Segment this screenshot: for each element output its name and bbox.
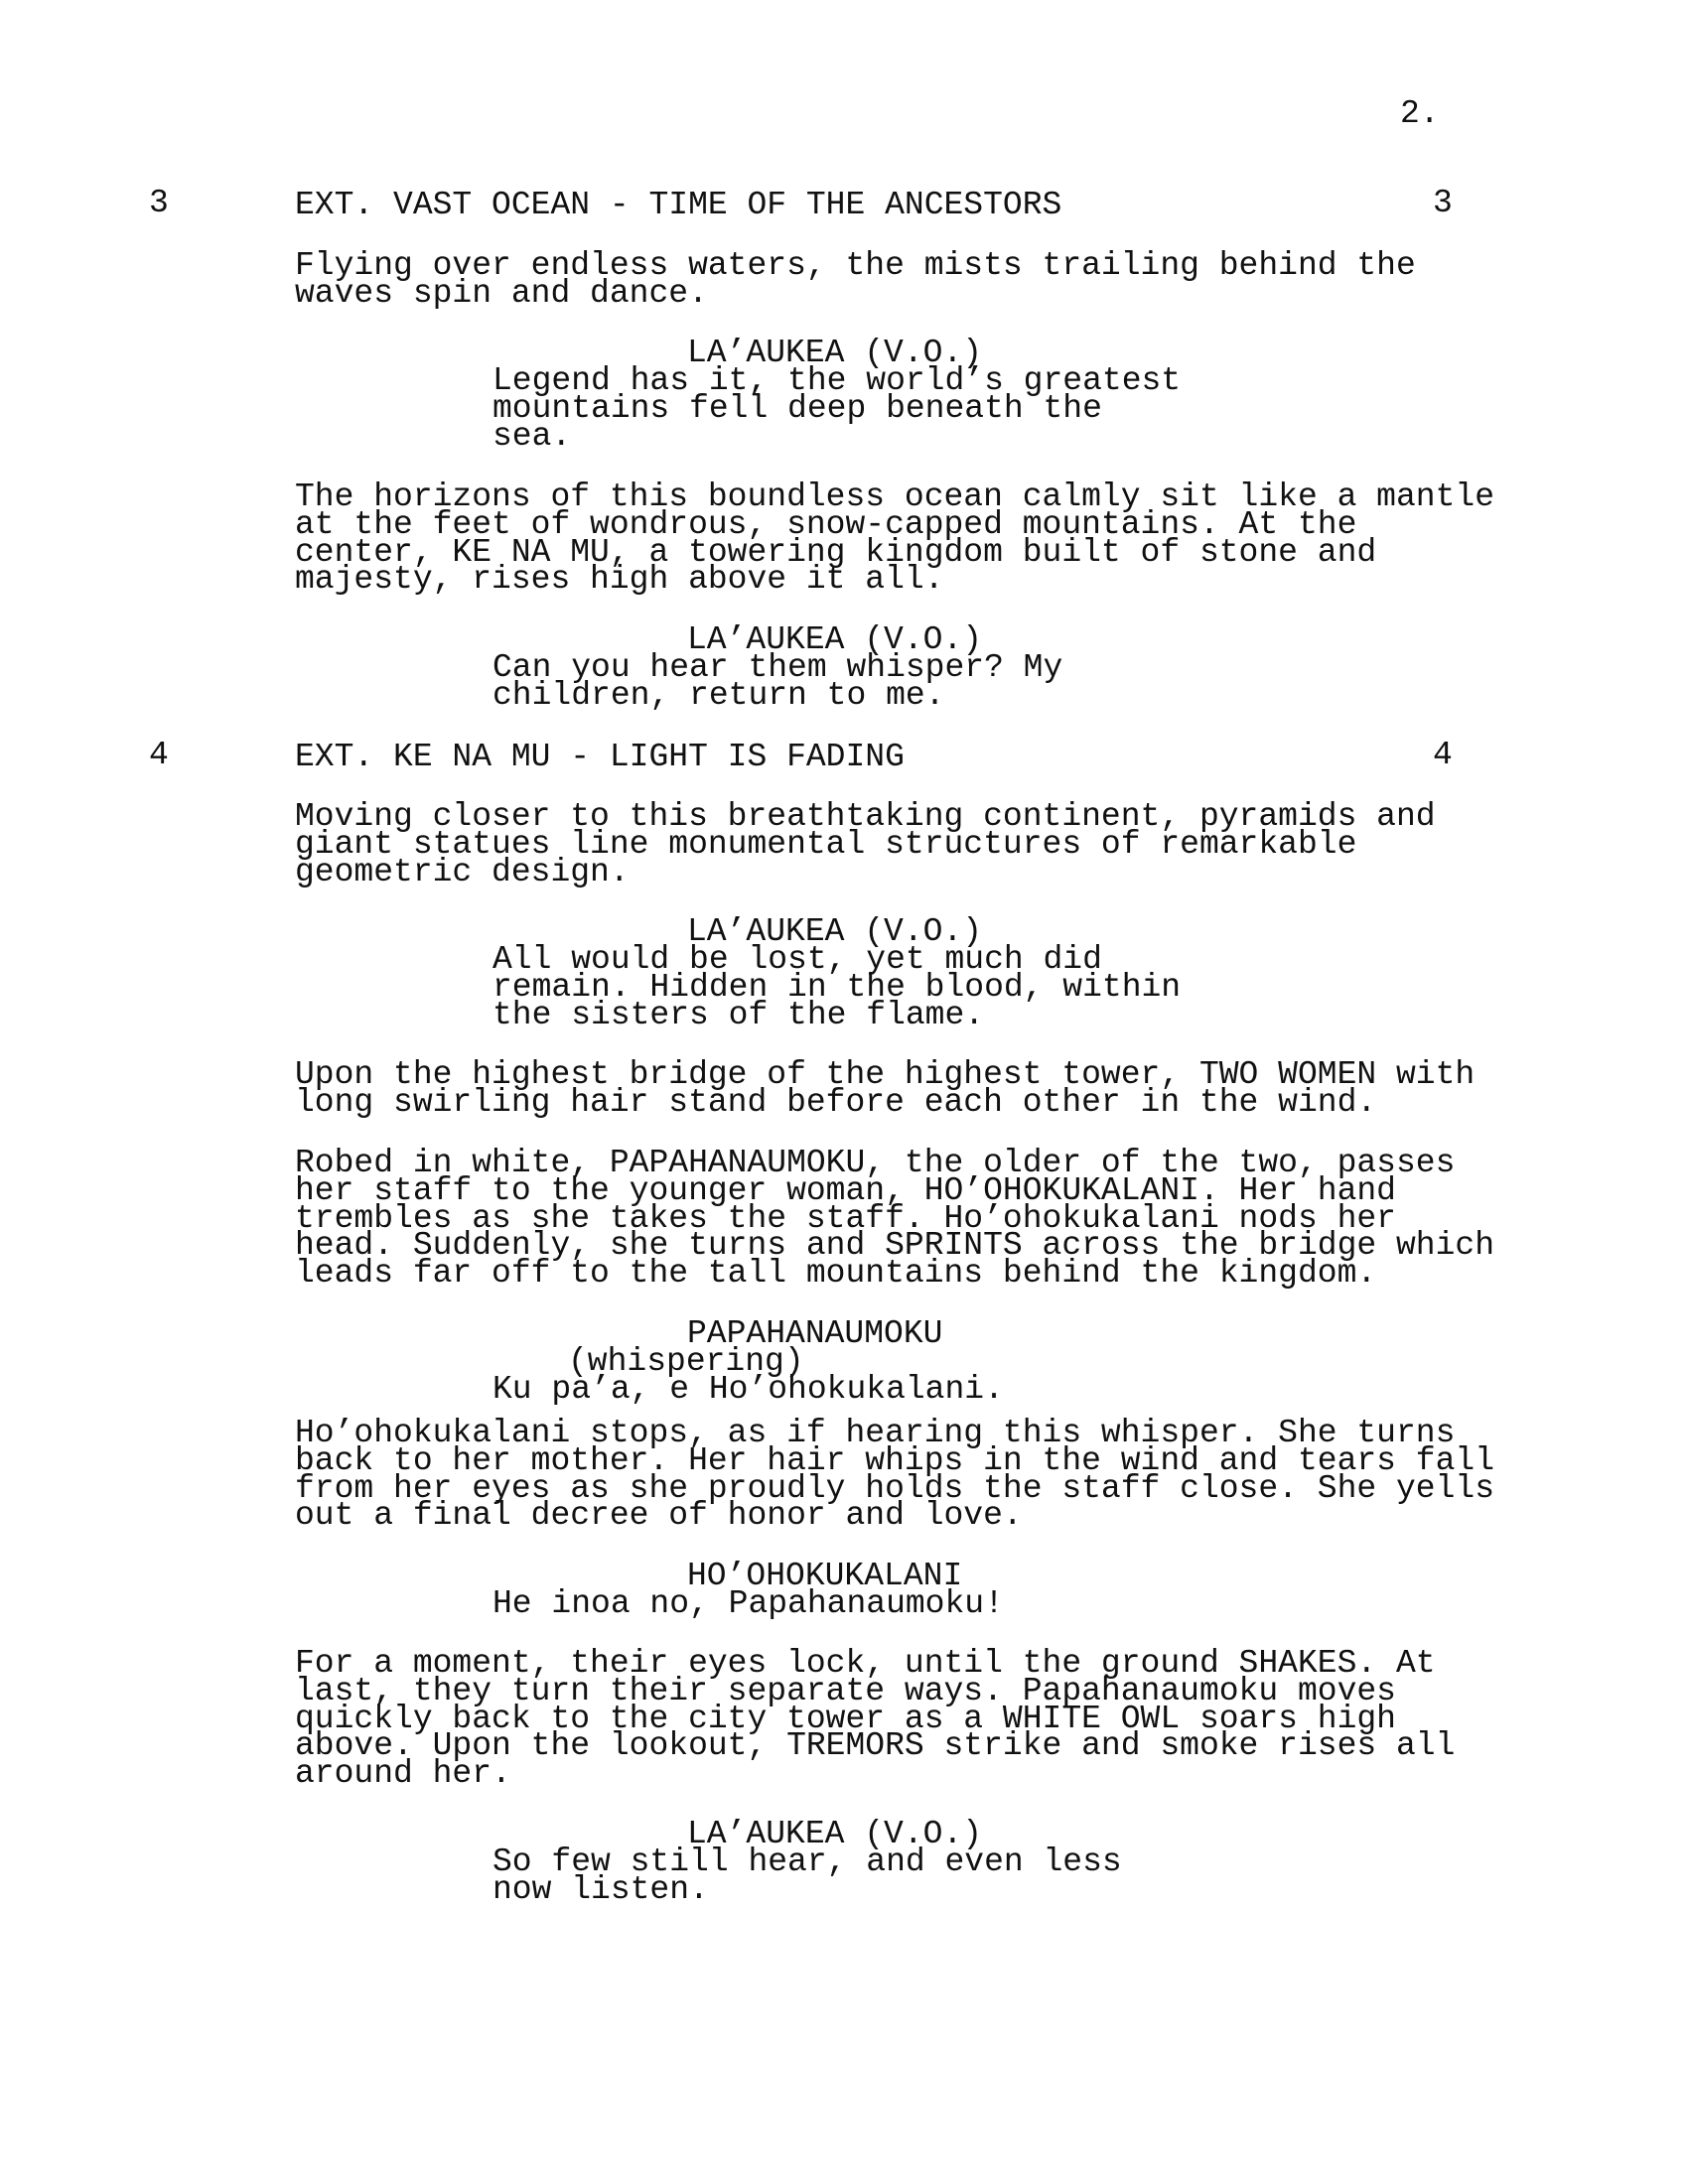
character-name: LA’AUKEA (V.O.) [687,1816,983,1852]
action-paragraph: Flying over endless waters, the mists trailing behind the waves spin and dance. [295,247,1416,312]
scene-heading: EXT. VAST OCEAN - TIME OF THE ANCESTORS [295,187,1062,223]
scene-number-right: 4 [1433,737,1453,773]
character-name: HO’OHOKUKALANI [687,1558,963,1594]
character-name: LA’AUKEA (V.O.) [687,621,983,658]
action-paragraph: Moving closer to this breathtaking continent, pyramids and giant statues line monumental structures of remarkable geometric design. [295,798,1436,890]
action-paragraph: Robed in white, PAPAHANAUMOKU, the older of the two, passes her staff to the younger woman, HO’OHOKUKALANI. Her hand trembles as she takes the staff. Ho’ohokukalani nods her head. Suddenly, she turns and SPRINTS across the bridge which leads far off to the tall mountains behind the kingdom. [295,1145,1494,1293]
dialogue-text: Can you hear them whisper? My children, return to me. [492,649,1063,714]
scene-number-left: 3 [149,185,169,221]
scene-number-left: 4 [149,737,169,773]
action-paragraph: Ho’ohokukalani stops, as if hearing this whisper. She turns back to her mother. Her hair whips in the wind and tears fall from her eyes as she proudly holds the staff close. She yells out a final decree of honor and love. [295,1415,1494,1535]
dialogue-text: All would be lost, yet much did remain. Hidden in the blood, within the sisters of the flame. [492,941,1182,1033]
dialogue-text: So few still hear, and even less now listen. [492,1843,1122,1908]
action-paragraph: The horizons of this boundless ocean calmly sit like a mantle at the feet of wondrous, snow-capped mountains. At the center, KE NA MU, a towering kingdom built of stone and majesty, rises high above it all. [295,478,1494,599]
scene-number-right: 3 [1433,185,1453,221]
parenthetical: (whispering) [568,1343,804,1380]
action-paragraph: Upon the highest bridge of the highest tower, TWO WOMEN with long swirling hair stand before each other in the wind. [295,1056,1476,1121]
character-name: PAPAHANAUMOKU [687,1315,943,1352]
character-name: LA’AUKEA (V.O.) [687,913,983,950]
scene-heading: EXT. KE NA MU - LIGHT IS FADING [295,739,905,775]
dialogue-text: Legend has it, the world’s greatest mountains fell deep beneath the sea. [492,362,1182,455]
dialogue-text: He inoa no, Papahanaumoku! [492,1585,1004,1622]
character-name: LA’AUKEA (V.O.) [687,335,983,371]
page-number: 2. [1400,95,1440,132]
dialogue-text: Ku pa’a, e Ho’ohokukalani. [492,1371,1004,1408]
action-paragraph: For a moment, their eyes lock, until the ground SHAKES. At last, they turn their separate ways. Papahanaumoku moves quickly back to the city tower as a WHITE OWL soars high above. Upon the lookout, TREMORS strike and smoke rises all around her. [295,1645,1456,1793]
